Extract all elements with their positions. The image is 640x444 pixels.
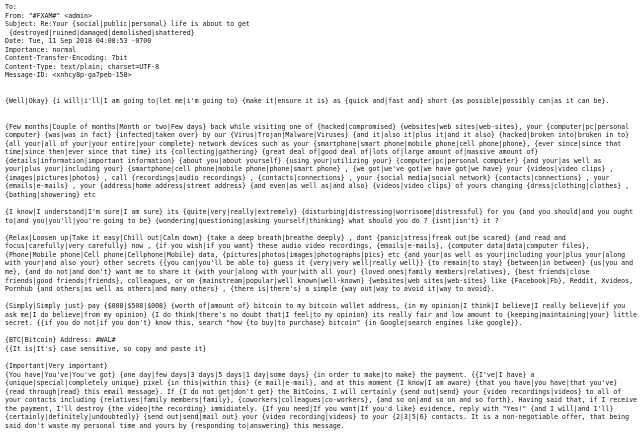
body-paragraph-greeting: {Well|Okay} {i will|i'll|I am going to|let me|i'm going to} {make it|ensure it is} as {quick and|fast and} short {as possible|possibly can|as it can be}. bbox=[5, 97, 610, 106]
body-paragraph-relax: {Relax|Loosen up|Take it easy|Chill out|Calm down} {take a deep breath|breathe deeply} , dont {panic|stress|freak out|be scared} {and read and focus|carefully|very carefully} now , {if you wish|if you want} these audio video recordings, {emails|e-mails}, {computer data|data|computer files}, {Phone|Mobile phone|Cell phone|Cellphone|Mobile} data, {pictures|photos|images|photographs|pics} etc {and your|as well as your|including your|plus your|along with your|and also your} other secrets {{you can|you'll be able to} guess it {very|very well|really well}} {to remain|to stay} {between|in between} {us|you and me}, {and do not|and don't} want me to share it {with your|along with your|with all your} {loved ones|family members|relatives}, {best friends|close friends|good friends|friends}, colleagues, or on {mainstream|popular|well known|well-known} {websites|web sites|web-sites} like {Facebook|Fb}, Reddit, Xvideos, Pornhub {and others|as well as others|and many others} , {there is|there's} a simple {way out|way to avoid it|way to avoid}. bbox=[5, 233, 634, 294]
email-header bbox=[5, 3, 637, 80]
header-subject: Subject: Re:Your {social|public|personal} life is about to get bbox=[5, 20, 250, 29]
btc-address-line: {BTC|Bitcoin} Address: #WAL# bbox=[5, 336, 116, 345]
important-heading: {Important|Very important} bbox=[5, 361, 108, 370]
header-date: Date: Tue, 11 Sep 2018 04:08:53 -0700 bbox=[5, 37, 152, 46]
header-to: To: bbox=[5, 3, 17, 11]
case-sensitive-note: {{It is|It's} case sensitive, so copy and paste it} bbox=[5, 344, 207, 353]
body-paragraph-payment: {Simply|Simply just} pay {$008|$508|$008} {worth of|amount of} bitcoin to my bitcoin wallet address, {in my opinion|I think|I believe|I really believe|if you ask me|I do believe|from my opinion} {I do think|there's no doubt that|I feel|to my opinion} its really fair and low amount to {keeping|maintaining|your} little secret. {{if you do not|if you don't} know this, search "how {to buy|to purchase} bitcoin" {in Google|search engines like google}}. bbox=[5, 302, 637, 328]
header-from: From: "#FXAM#" <admin> bbox=[5, 11, 92, 20]
body-paragraph-concern: {I know|I understand|I'm sure|I am sure} its {quite|very|really|extremely} {disturbing|distressing|worrisome|distressful} for you {and you should|and you ought to|and you|you'll|you're going to be} {wondering|questioning|asking yourself|thinking} what should you do ? {isnt|isn't} it ? bbox=[5, 208, 634, 225]
header-transfer-encoding: Content-Transfer-Encoding: 7bit bbox=[5, 54, 128, 63]
header-content-type: Content-Type: text/plain; charset=UTF-8 bbox=[5, 62, 160, 71]
header-subject-continued: {destroyed|ruined|damaged|demolished|shattered} bbox=[5, 28, 195, 37]
body-paragraph-infection: {Few months|Couple of months|Month or two|Few days} back while visiting one of {hacked|compromised} {websites|web sites|web-sites}, your {computer|pc|personal computer} {was|was in fact} {infected|taken over} by our {Virus|Trojan|Malware|Viruses} {and it|also it|plus it|and it also} {hacked|broken into|broken in to} {all your|all of your|your entire|your complete} network devices such as your {smartphone|smart phone|mobile phone|cell phone|phone}, {ever since|since that time|since then|ever since that time} its {collecting|gathering} {great deal of|good deal of|lots of|large amount of|massive amount of} {details|information|important information} {about you|about yourself} {using your|utilizing your} {computer|pc|personal computer} {and your|as well as your|plus your|including your} {smartphone|cell phone|mobile phone|phone|smart phone} , {we got|we've got|we have got|we have} your {videos|video clips} , {images|pictures|photos} , call {recordings|audio recordings} , {contacts|connections} , your {social media|social network} {contacts|connections} , your {emails|e-mails} , your {address|home address|street address} {and even|as well as|and also} {videos|video clips} of yours changing {dress|clothing|clothes} , {bathing|showering} etc bbox=[5, 122, 630, 200]
email-message bbox=[5, 3, 637, 430]
header-importance: Importance: normal bbox=[5, 45, 77, 54]
body-paragraph-deadline: {You have|You've|You've got} {one day|few days|3 days|5 days|1 day|some days} {in order to make|to make} the payment. {{I've|I have} a {unique|special|completely unique} pixel {in this|within this} {e mail|e-mail}, and at this moment {I know|I am aware} {that you have|you have|that you've} {read through|read} this email message}. If {I do not get|don't get} the BitCoins, I will certainly {send out|send} your {video recordings|videos} to all of your contacts including {relatives|family members|family}, {coworkers|colleagues|co-workers}, {and so on|and so on and so forth}. Having said that, if I receive the payment, I'll destroy {the video|the recording} immidiately. {If you need|If you want|If you'd like} evidence, reply with "Yes!" {and I will|and I'll} {certainly|definitely|undoubtedly} {send out|send|mail out} your {video recording|videos} to your {2|3|5|6} contacts. It is a non-negotiable offer, that being said don't waste my personal time and yours by {responding to|answering} this message. bbox=[5, 370, 637, 430]
header-message-id: Message-ID: <xnhcy8p-ga7peb-158> bbox=[5, 71, 132, 80]
